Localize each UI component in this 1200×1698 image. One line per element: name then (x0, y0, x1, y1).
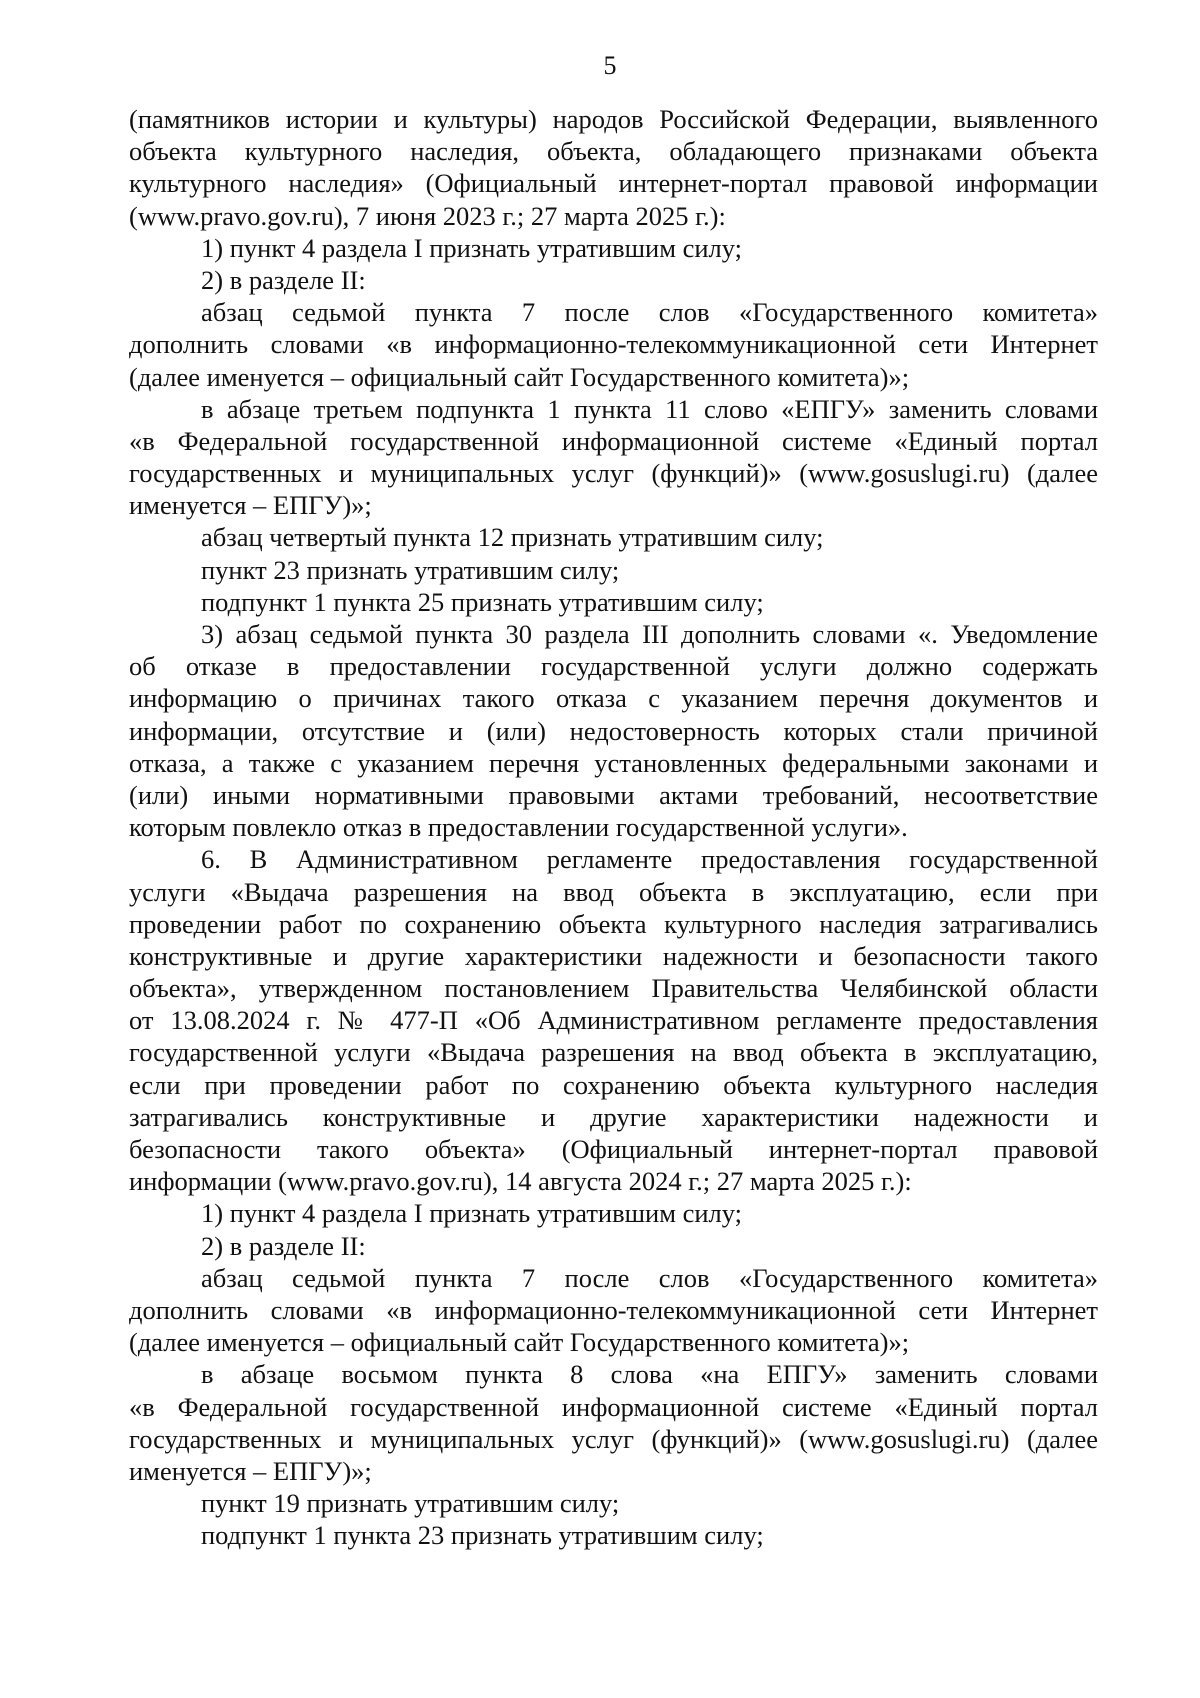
text-line: безопасности такого объекта» (Официальный интернет-портал правовой (129, 1134, 1098, 1164)
text-line: информации (www.pravo.gov.ru), 14 августа 2024 г.; 27 марта 2025 г.): (129, 1166, 912, 1197)
text-line: конструктивные и другие характеристики надежности и безопасности такого (129, 940, 1098, 971)
text-line: затрагивались конструктивные и другие характеристики надежности и (129, 1101, 1098, 1132)
text-line: 6. В Административном регламенте предоставления государственной (201, 844, 1098, 875)
text-line: пункт 23 признать утратившим силу; (201, 554, 620, 585)
text-line: 2) в разделе II: (201, 1230, 366, 1261)
text-line: (памятников истории и культуры) народов Российской Федерации, выявленного (129, 104, 1098, 134)
text-line: 2) в разделе II: (201, 264, 366, 295)
text-line: (или) иными нормативными правовыми актами требований, несоответствие (129, 779, 1098, 810)
text-line: «в Федеральной государственной информационной системе «Единый портал (129, 425, 1098, 456)
text-line: отказа, а также с указанием перечня установленных федеральными законами и (129, 747, 1098, 778)
text-line: дополнить словами «в информационно-телекоммуникационной сети Интернет (129, 1294, 1098, 1325)
text-line: 1) пункт 4 раздела I признать утратившим силу; (201, 1198, 743, 1229)
text-line: в абзаце третьем подпункта 1 пункта 11 слово «ЕПГУ» заменить словами (201, 393, 1098, 424)
text-line: государственных и муниципальных услуг (функций)» (www.gosuslugi.ru) (далее (129, 1423, 1098, 1454)
text-line: об отказе в предоставлении государственной услуги должно содержать (129, 651, 1098, 682)
text-line: которым повлекло отказ в предоставлении государственной услуги». (129, 812, 908, 843)
text-line: (далее именуется – официальный сайт Государственного комитета)»; (129, 361, 910, 392)
text-line: подпункт 1 пункта 23 признать утратившим силу; (201, 1520, 764, 1551)
text-line: подпункт 1 пункта 25 признать утратившим силу; (201, 586, 764, 617)
page-number: 5 (603, 51, 617, 80)
text-line: абзац седьмой пункта 7 после слов «Государственного комитета» (201, 1262, 1098, 1293)
text-line: объекта», утвержденном постановлением Правительства Челябинской области (129, 973, 1098, 1004)
text-line: государственной услуги «Выдача разрешения на ввод объекта в эксплуатацию, (129, 1037, 1098, 1068)
text-line: 1) пункт 4 раздела I признать утратившим силу; (201, 232, 743, 263)
text-line: «в Федеральной государственной информационной системе «Единый портал (129, 1391, 1098, 1422)
text-line: (www.pravo.gov.ru), 7 июня 2023 г.; 27 марта 2025 г.): (129, 200, 726, 231)
text-line: культурного наследия» (Официальный интернет-портал правовой информации (129, 168, 1098, 199)
text-line: пункт 19 признать утратившим силу; (201, 1488, 620, 1519)
text-line: услуги «Выдача разрешения на ввод объекта в эксплуатацию, если при (129, 876, 1098, 907)
document-body (129, 103, 1098, 1551)
text-line: именуется – ЕПГУ)»; (129, 1455, 372, 1486)
text-line: объекта культурного наследия, объекта, обладающего признаками объекта (129, 136, 1098, 167)
text-line: в абзаце восьмом пункта 8 слова «на ЕПГУ» заменить словами (201, 1359, 1098, 1390)
text-line: 3) абзац седьмой пункта 30 раздела III дополнить словами «. Уведомление (201, 619, 1098, 649)
text-line: абзац седьмой пункта 7 после слов «Государственного комитета» (201, 297, 1098, 328)
text-line: если при проведении работ по сохранению объекта культурного наследия (129, 1069, 1098, 1100)
text-line: (далее именуется – официальный сайт Государственного комитета)»; (129, 1327, 910, 1358)
text-line: государственных и муниципальных услуг (функций)» (www.gosuslugi.ru) (далее (129, 458, 1098, 489)
text-line: проведении работ по сохранению объекта культурного наследия затрагивались (129, 908, 1098, 939)
text-line: дополнить словами «в информационно-телекоммуникационной сети Интернет (129, 329, 1098, 360)
text-line: абзац четвертый пункта 12 признать утратившим силу; (201, 522, 824, 553)
text-line: именуется – ЕПГУ)»; (129, 490, 372, 521)
text-line: от 13.08.2024 г. № 477-П «Об Административном регламенте предоставления (129, 1005, 1098, 1036)
text-line: информацию о причинах такого отказа с указанием перечня документов и (129, 683, 1098, 714)
text-line: информации, отсутствие и (или) недостоверность которых стали причиной (129, 715, 1098, 746)
